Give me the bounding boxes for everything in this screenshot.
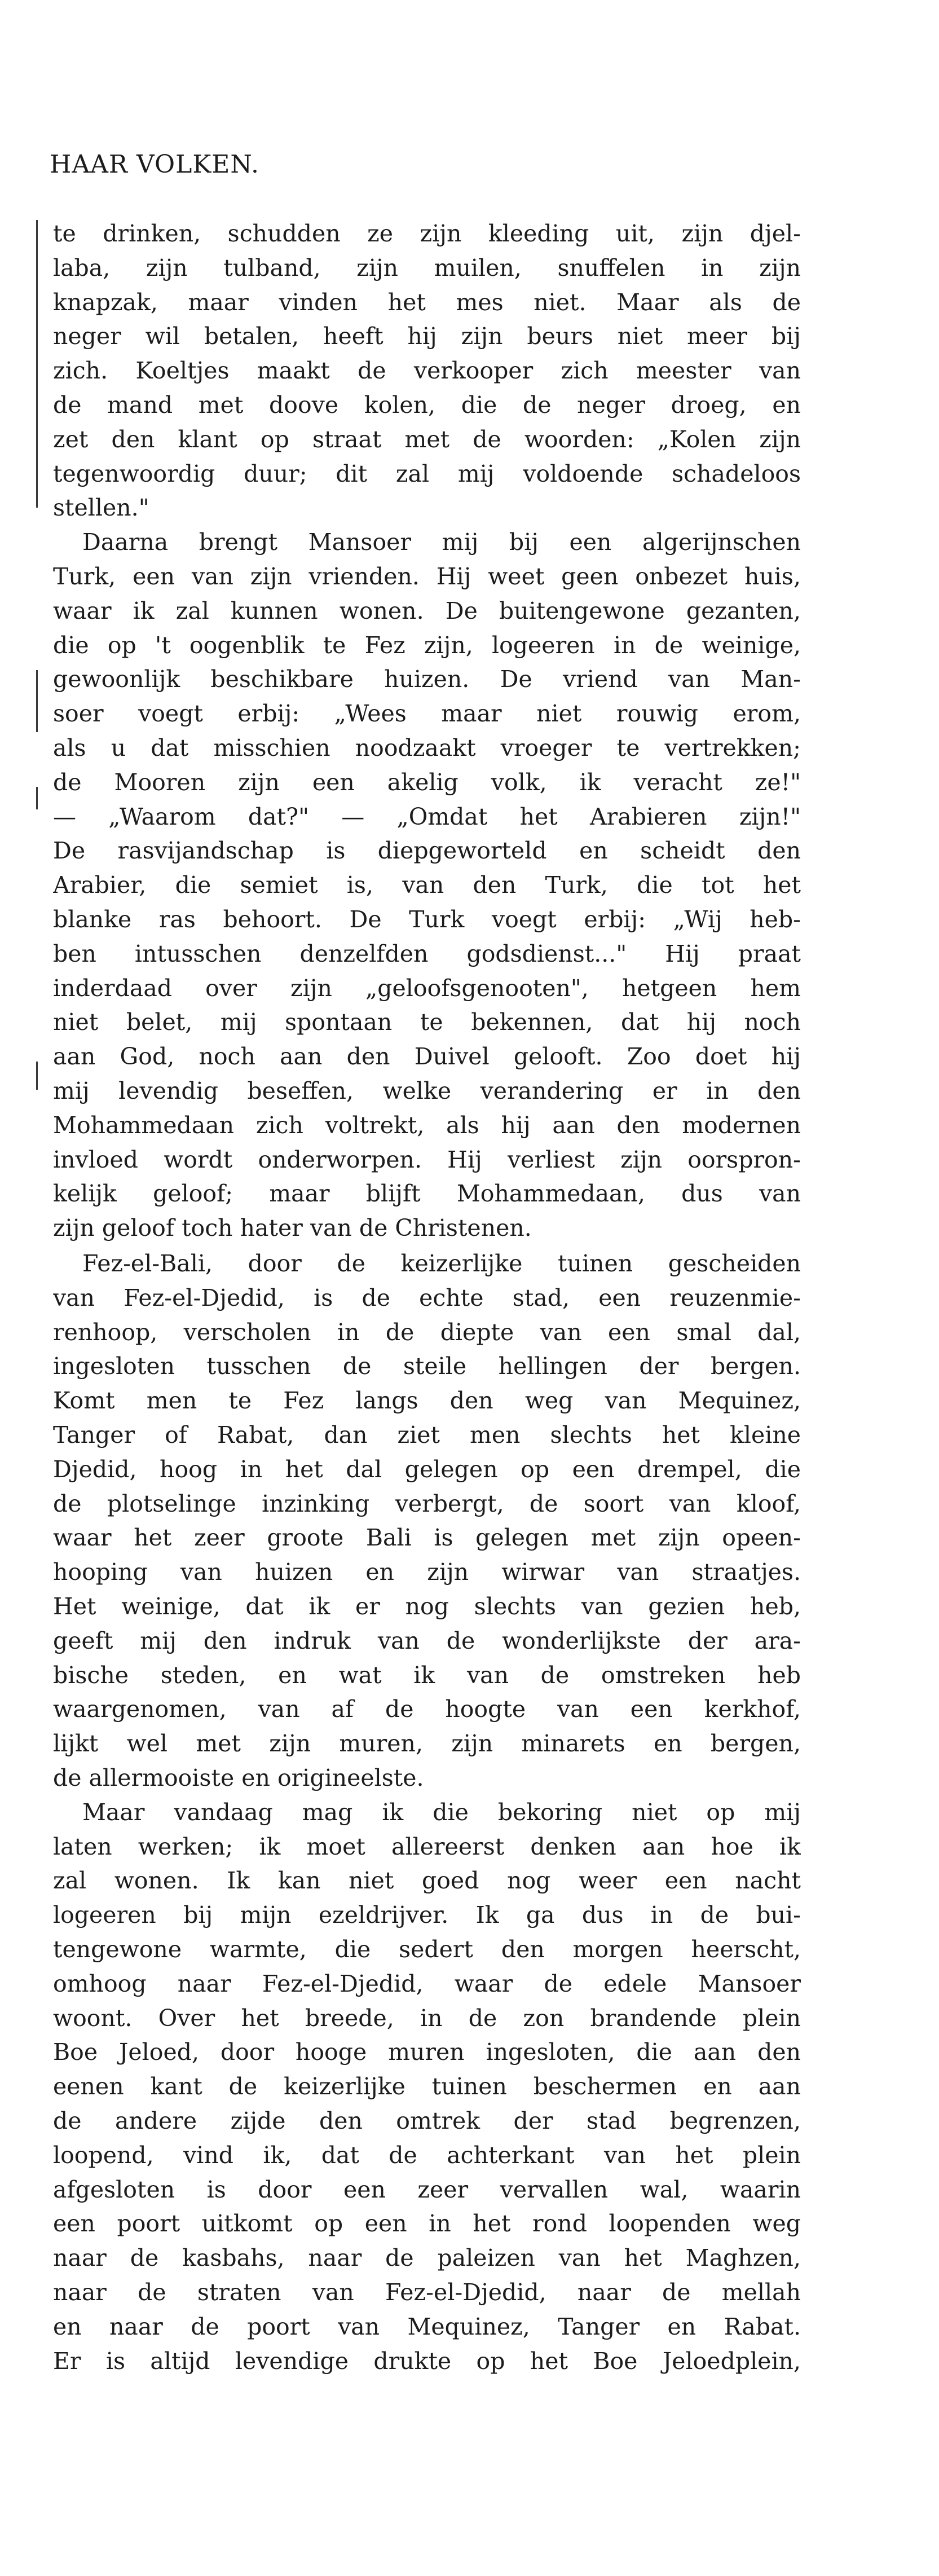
text-line: lijkt wel met zijn muren, zijn minarets en bergen,: [53, 1730, 801, 1758]
margin-line-mark: [36, 670, 38, 732]
text-line: logeeren bij mijn ezeldrijver. Ik ga dus in de bui-: [53, 1901, 801, 1929]
text-line: Djedid, hoog in het dal gelegen op een drempel, die: [53, 1455, 801, 1483]
text-line: de plotselinge inzinking verbergt, de soort van kloof,: [53, 1490, 801, 1517]
margin-line-mark: [36, 1062, 38, 1090]
text-block-upper: [53, 217, 801, 1245]
text-line: de andere zijde den omtrek der stad begrenzen,: [53, 2107, 801, 2134]
text-line: waar ik zal kunnen wonen. De buitengewone gezanten,: [53, 597, 801, 624]
text-line: inderdaad over zijn „geloofsgenooten", hetgeen hem: [53, 974, 801, 1002]
text-line: stellen.": [53, 494, 149, 522]
text-line: eenen kant de keizerlijke tuinen beschermen en aan: [53, 2073, 801, 2101]
margin-line-mark: [36, 787, 38, 809]
text-line: Mohammedaan zich voltrekt, als hij aan den modernen: [53, 1111, 801, 1139]
text-line: als u dat misschien noodzaakt vroeger te vertrekken;: [53, 734, 801, 761]
paragraph-continued: [53, 217, 801, 525]
paragraph-maar-vandaag: [53, 1795, 801, 2379]
text-line: een poort uitkomt op een in het rond loopenden weg: [53, 2210, 801, 2238]
margin-line-mark: [36, 220, 38, 508]
text-line: woont. Over het breede, in de zon brandende plein: [53, 2004, 801, 2032]
text-line: ingesloten tusschen de steile hellingen der bergen.: [53, 1353, 801, 1380]
text-line: geeft mij den indruk van de wonderlijkste der ara-: [53, 1627, 801, 1654]
text-line: de mand met doove kolen, die de neger droeg, en: [53, 391, 801, 419]
text-line: bische steden, en wat ik van de omstreken heb: [53, 1661, 801, 1689]
text-line: tengewone warmte, die sedert den morgen heerscht,: [53, 1935, 801, 1963]
text-line: niet belet, mij spontaan te bekennen, dat hij noch: [53, 1009, 801, 1036]
text-line: die op 't oogenblik te Fez zijn, logeeren in de weinige,: [53, 631, 801, 659]
text-line: renhoop, verscholen in de diepte van een smal dal,: [53, 1318, 801, 1346]
text-line: laba, zijn tulband, zijn muilen, snuffelen in zijn: [53, 254, 801, 281]
text-line: Er is altijd levendige drukte op het Boe Jeloedplein,: [53, 2347, 801, 2375]
text-line: tegenwoordig duur; dit zal mij voldoende schadeloos: [53, 460, 801, 487]
text-line: soer voegt erbij: „Wees maar niet rouwig erom,: [53, 700, 801, 728]
text-line: Turk, een van zijn vrienden. Hij weet geen onbezet huis,: [53, 562, 801, 590]
text-line: omhoog naar Fez-el-Djedid, waar de edele Mansoer: [53, 1970, 801, 1997]
text-line: waargenomen, van af de hoogte van een kerkhof,: [53, 1696, 801, 1723]
text-line: loopend, vind ik, dat de achterkant van het plein: [53, 2141, 801, 2169]
text-line: zijn geloof toch hater van de Christenen.: [53, 1214, 532, 1242]
text-line: van Fez-el-Djedid, is de echte stad, een reuzenmie-: [53, 1284, 801, 1311]
text-line: laten werken; ik moet allereerst denken aan hoe ik: [53, 1833, 801, 1860]
text-line: Daarna brengt Mansoer mij bij een algerijnschen: [82, 529, 801, 556]
text-line: mij levendig beseffen, welke verandering er in den: [53, 1077, 801, 1104]
text-line: te drinken, schudden ze zijn kleeding uit, zijn djel-: [53, 220, 801, 247]
text-line: — „Waarom dat?" — „Omdat het Arabieren zijn!": [53, 803, 801, 830]
text-line: Arabier, die semiet is, van den Turk, die tot het: [53, 871, 801, 899]
text-line: knapzak, maar vinden het mes niet. Maar als de: [53, 288, 801, 316]
text-line: zich. Koeltjes maakt de verkooper zich meester van: [53, 357, 801, 385]
text-line: ben intusschen denzelfden godsdienst..." Hij praat: [53, 940, 801, 967]
text-line: waar het zeer groote Bali is gelegen met zijn opeen-: [53, 1524, 801, 1552]
text-line: de Mooren zijn een akelig volk, ik veracht ze!": [53, 768, 801, 796]
text-line: hooping van huizen en zijn wirwar van straatjes.: [53, 1558, 801, 1586]
text-line: naar de kasbahs, naar de paleizen van het Maghzen,: [53, 2244, 801, 2272]
text-line: neger wil betalen, heeft hij zijn beurs niet meer bij: [53, 323, 801, 350]
text-line: invloed wordt onderworpen. Hij verliest zijn oorspron-: [53, 1146, 801, 1173]
text-line: kelijk geloof; maar blijft Mohammedaan, dus van: [53, 1180, 801, 1208]
text-line: naar de straten van Fez-el-Djedid, naar de mellah: [53, 2278, 801, 2306]
paragraph-turk: [53, 525, 801, 1245]
text-line: Boe Jeloed, door hooge muren ingesloten, die aan den: [53, 2038, 801, 2066]
text-line: afgesloten is door een zeer vervallen wal, waarin: [53, 2176, 801, 2203]
text-line: Maar vandaag mag ik die bekoring niet op mij: [82, 1798, 801, 1826]
text-line: Tanger of Rabat, dan ziet men slechts het kleine: [53, 1421, 801, 1448]
text-line: zet den klant op straat met de woorden: „Kolen zijn: [53, 425, 801, 453]
text-line: Komt men te Fez langs den weg van Mequinez,: [53, 1387, 801, 1415]
text-line: gewoonlijk beschikbare huizen. De vriend van Man-: [53, 666, 801, 693]
text-line: De rasvijandschap is diepgeworteld en scheidt den: [53, 837, 801, 865]
text-line: de allermooiste en origineelste.: [53, 1764, 424, 1791]
text-line: en naar de poort van Mequinez, Tanger en Rabat.: [53, 2313, 801, 2340]
text-block-lower: [53, 1247, 801, 2378]
text-line: zal wonen. Ik kan niet goed nog weer een nacht: [53, 1867, 801, 1895]
running-head: HAAR VOLKEN.: [50, 150, 259, 179]
text-line: aan God, noch aan den Duivel gelooft. Zoo doet hij: [53, 1043, 801, 1071]
text-line: Fez-el-Bali, door de keizerlijke tuinen gescheiden: [82, 1250, 801, 1277]
text-line: blanke ras behoort. De Turk voegt erbij: „Wij heb-: [53, 905, 801, 933]
text-line: Het weinige, dat ik er nog slechts van gezien heb,: [53, 1592, 801, 1620]
paragraph-fez-el-bali: [53, 1247, 801, 1795]
